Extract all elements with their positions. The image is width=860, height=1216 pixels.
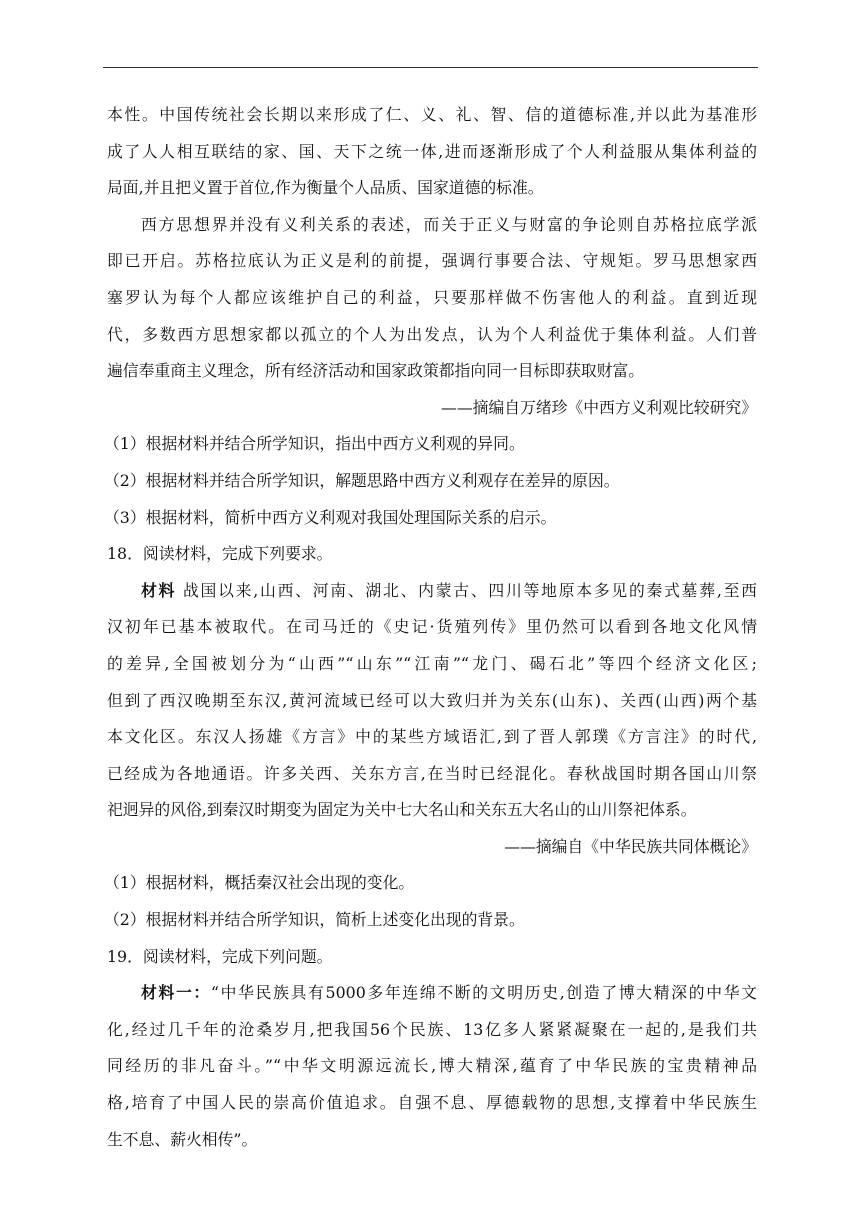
- source-citation: ——摘编自《中华民族共同体概论》: [504, 836, 757, 856]
- material-label: 材料: [141, 580, 177, 600]
- question-item: （3）根据材料，简析中西方义利观对我国处理国际关系的启示。: [104, 507, 557, 527]
- question-item: （1）根据材料，概括秦汉社会出现的变化。: [104, 873, 415, 893]
- passage-line: 生不息、薪火相传”。: [107, 1129, 258, 1149]
- header-rule: [103, 67, 758, 68]
- passage-line: 局面,并且把义置于首位,作为衡量个人品质、国家道德的标准。: [107, 178, 544, 198]
- passage-line: [107, 573, 757, 610]
- passage-line: 塞罗认为每个人都应该维护自己的利益，只要那样做不伤害他人的利益。直到近现: [107, 287, 757, 307]
- passage-text: “中华民族具有5000多年连绵不断的文明历史,创造了博大精深的中华文: [210, 983, 757, 1003]
- question-heading: 18．阅读材料，完成下列要求。: [107, 544, 333, 564]
- passage-line: 但到了西汉晚期至东汉,黄河流域已经可以大致归并为关东(山东)、关西(山西)两个基: [107, 690, 757, 710]
- passage-line: 成了人人相互联结的家、国、天下之统一体,进而逐渐形成了个人利益服从集体利益的: [107, 141, 757, 161]
- passage-line: 西方思想界并没有义利关系的表述，而关于正义与财富的争论则自苏格拉底学派: [141, 214, 757, 234]
- passage-line: 本文化区。东汉人扬雄《方言》中的某些方域语汇,到了晋人郭璞《方言注》的时代,: [107, 727, 757, 747]
- passage-line: 本性。中国传统社会长期以来形成了仁、义、礼、智、信的道德标准,并以此为基准形: [107, 105, 757, 124]
- passage-line: 祀迥异的风俗,到秦汉时期变为固定为关中七大名山和关东五大名山的山川祭祀体系。: [107, 800, 697, 820]
- passage-line: 化,经过几千年的沧桑岁月,把我国56个民族、13亿多人紧紧凝聚在一起的,是我们共: [107, 1019, 757, 1039]
- source-citation: ——摘编自万绪珍《中西方义利观比较研究》: [441, 397, 757, 417]
- passage-line: 代，多数西方思想家都以孤立的个人为出发点，认为个人利益优于集体利益。人们普: [107, 324, 757, 344]
- passage-line: 的差异,全国被划分为“山西”“山东”“江南”“龙门、碣石北”等四个经济文化区;: [107, 653, 757, 673]
- passage-line: 即已开启。苏格拉底认为正义是利的前提，强调行事要合法、守规矩。罗马思想家西: [107, 251, 757, 271]
- passage-text: 战国以来,山西、河南、湖北、内蒙古、四川等地原本多见的秦式墓葬,至西: [182, 580, 757, 600]
- passage-line: 格,培育了中国人民的崇高价值追求。自强不息、厚德载物的思想,支撑着中华民族生: [107, 1093, 757, 1113]
- passage-line: 已经成为各地通语。许多关西、关东方言,在当时已经混化。春秋战国时期各国山川祭: [107, 763, 757, 783]
- passage-line: 遍信奉重商主义理念，所有经济活动和国家政策都指向同一目标即获取财富。: [107, 361, 645, 381]
- question-item: （2）根据材料并结合所学知识，解题思路中西方义利观存在差异的原因。: [104, 470, 620, 490]
- document-body: [104, 97, 757, 1158]
- passage-line: 汉初年已基本被取代。在司马迁的《史记·货殖列传》里仍然可以看到各地文化风情: [107, 617, 757, 637]
- question-heading: 19．阅读材料，完成下列问题。: [107, 946, 333, 966]
- material-label: 材料一：: [141, 983, 211, 1003]
- question-item: （1）根据材料并结合所学知识，指出中西方义利观的异同。: [104, 434, 525, 454]
- passage-line: 同经历的非凡奋斗。”“中华文明源远流长,博大精深,蕴育了中华民族的宝贵精神品: [107, 1056, 757, 1076]
- question-item: （2）根据材料并结合所学知识，简析上述变化出现的背景。: [104, 910, 525, 930]
- passage-line: [107, 975, 757, 1012]
